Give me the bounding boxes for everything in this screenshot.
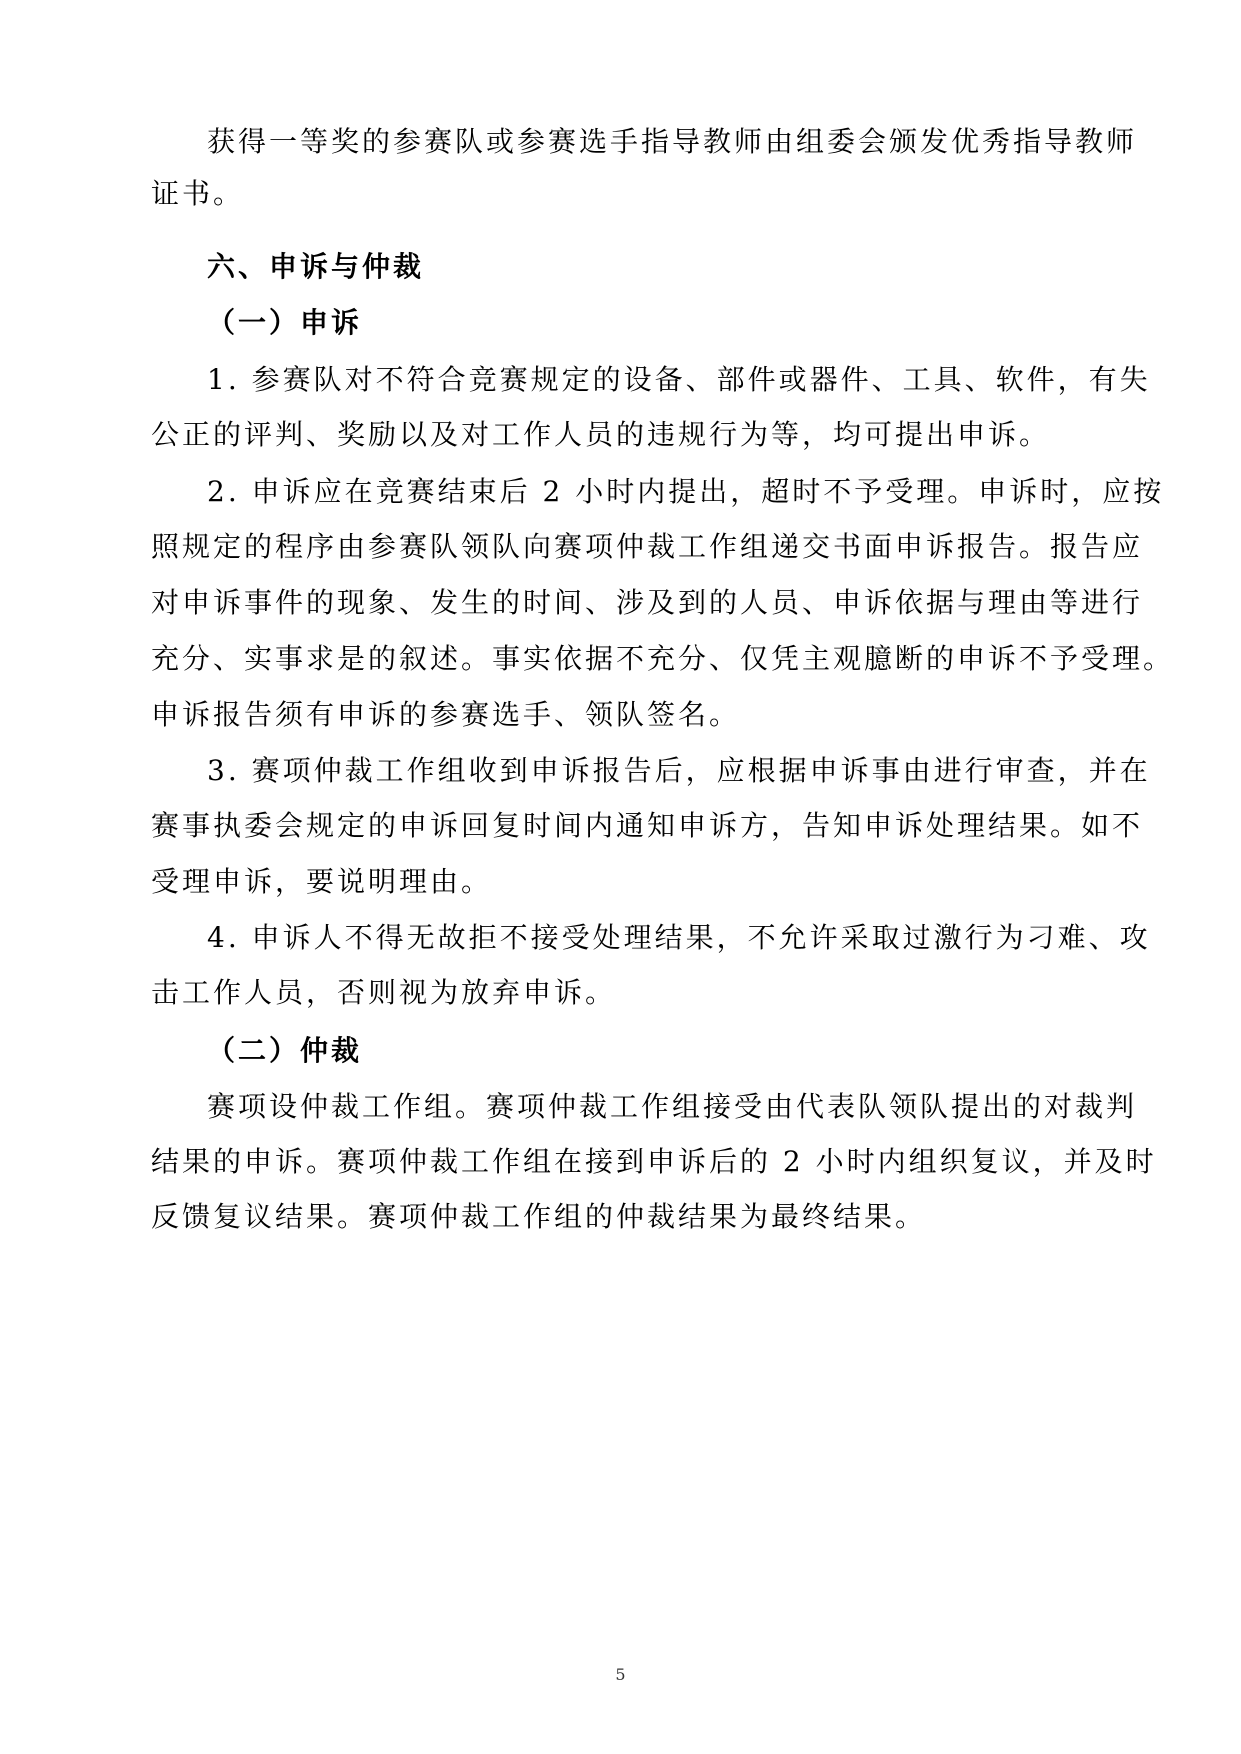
paragraph-line: 获得一等奖的参赛队或参赛选手指导教师由组委会颁发优秀指导教师 [207, 125, 1138, 158]
paragraph-line: 4. 申诉人不得无故拒不接受处理结果，不允许采取过激行为刁难、攻 [207, 921, 1151, 954]
paragraph-line: 结果的申诉。赛项仲裁工作组在接到申诉后的 2 小时内组织复议，并及时 [151, 1145, 1157, 1178]
paragraph-line: 照规定的程序由参赛队领队向赛项仲裁工作组递交书面申诉报告。报告应 [151, 530, 1144, 563]
paragraph-line: 赛事执委会规定的申诉回复时间内通知申诉方，告知申诉处理结果。如不 [151, 809, 1144, 842]
paragraph-line: 充分、实事求是的叙述。事实依据不充分、仅凭主观臆断的申诉不予受理。 [151, 642, 1175, 675]
paragraph-line: 3. 赛项仲裁工作组收到申诉报告后，应根据申诉事由进行审查，并在 [207, 754, 1151, 787]
section-heading: 六、申诉与仲裁 [207, 250, 425, 283]
subsection-heading: （二）仲裁 [207, 1034, 363, 1067]
subsection-heading: （一）申诉 [207, 306, 363, 339]
paragraph-line: 受理申诉，要说明理由。 [151, 865, 493, 898]
paragraph-line: 击工作人员，否则视为放弃申诉。 [151, 976, 617, 1009]
paragraph-line: 申诉报告须有申诉的参赛选手、领队签名。 [151, 698, 741, 731]
paragraph-line: 1. 参赛队对不符合竞赛规定的设备、部件或器件、工具、软件，有失 [207, 363, 1151, 396]
paragraph-line: 对申诉事件的现象、发生的时间、涉及到的人员、申诉依据与理由等进行 [151, 586, 1144, 619]
paragraph-line: 赛项设仲裁工作组。赛项仲裁工作组接受由代表队领队提出的对裁判 [207, 1090, 1138, 1123]
paragraph-line: 2. 申诉应在竞赛结束后 2 小时内提出，超时不予受理。申诉时，应按 [207, 475, 1165, 508]
page-number: 5 [615, 1665, 626, 1684]
paragraph-line: 公正的评判、奖励以及对工作人员的违规行为等，均可提出申诉。 [151, 418, 1051, 451]
paragraph-line: 证书。 [151, 177, 245, 210]
paragraph-line: 反馈复议结果。赛项仲裁工作组的仲裁结果为最终结果。 [151, 1200, 927, 1233]
